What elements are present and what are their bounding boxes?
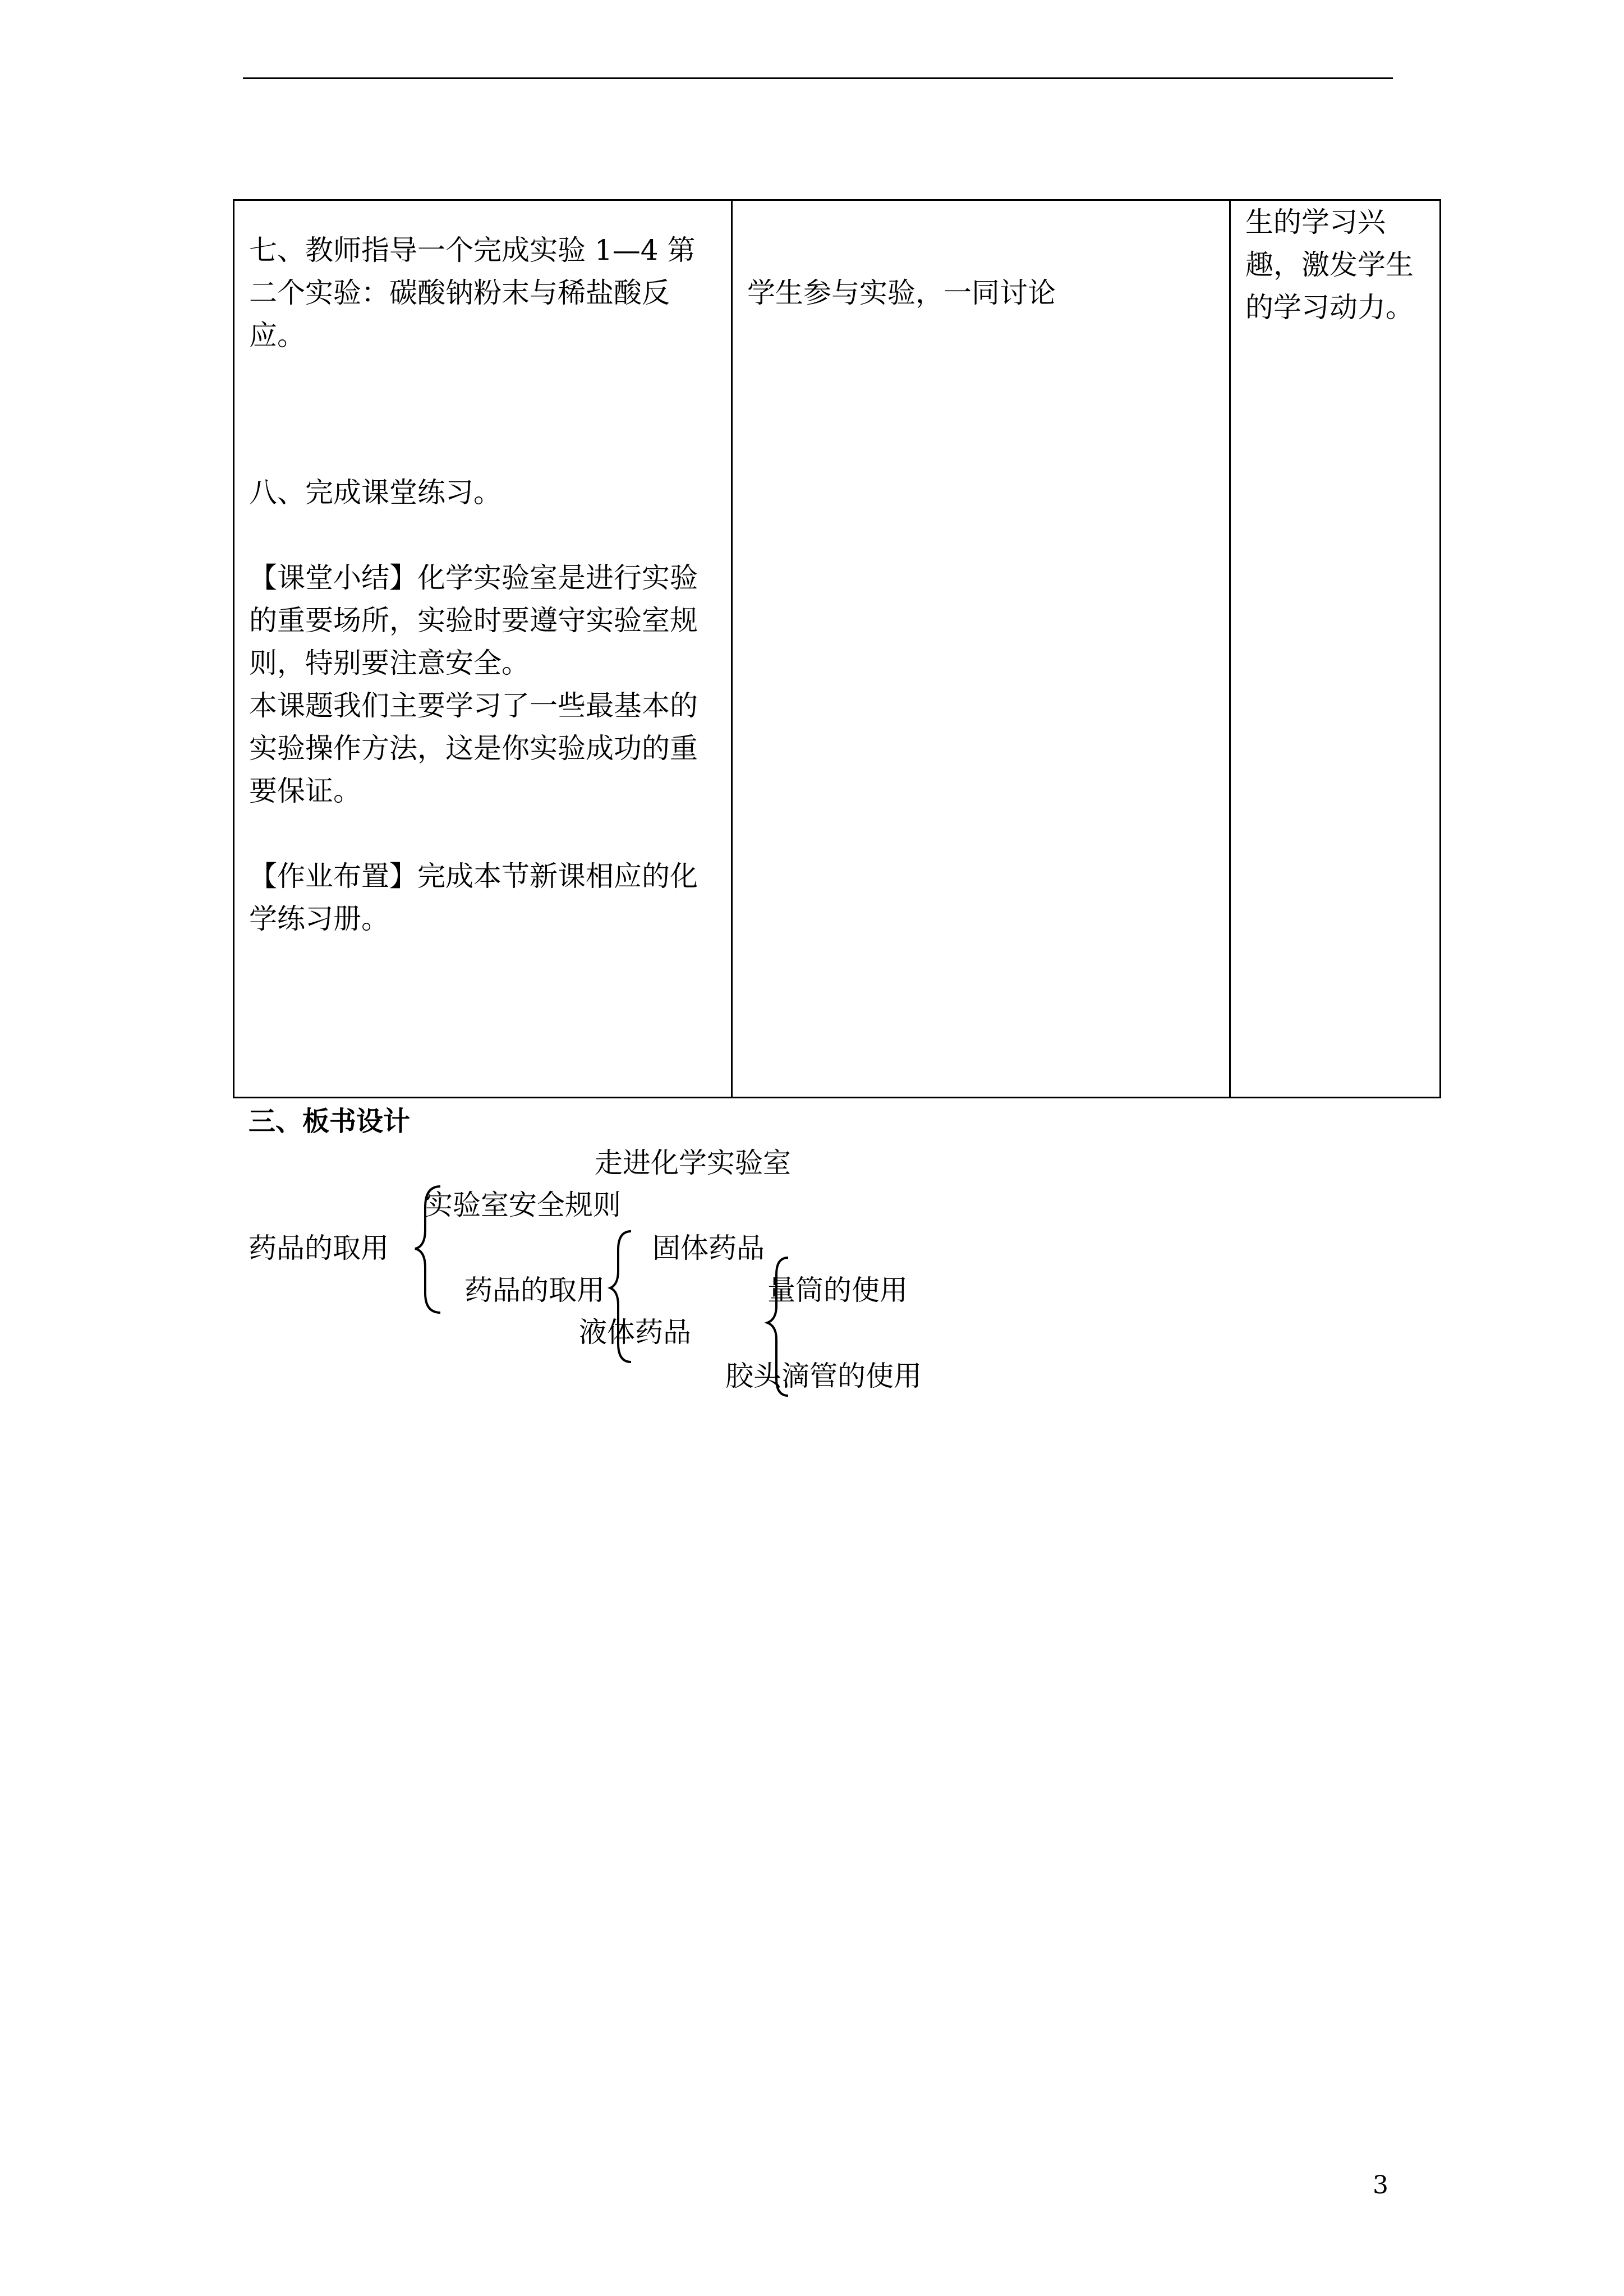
student-activity: 学生参与实验，一同讨论 <box>747 277 1056 309</box>
homework: 【作业布置】完成本节新课相应的化学练习册。 <box>249 860 698 935</box>
board-root-label: 药品的取用 <box>249 1232 389 1264</box>
board-branch-rules: 实验室安全规则 <box>425 1189 621 1221</box>
brace-root <box>415 1186 440 1313</box>
section-title: 三、板书设计 <box>249 1106 411 1137</box>
lesson-summary-continued: 本课题我们主要学习了一些最基本的实验操作方法，这是你实验成功的重要保证。 <box>249 689 698 807</box>
page-number: 3 <box>1373 2171 1388 2200</box>
board-cylinder-use: 量筒的使用 <box>767 1274 908 1306</box>
board-branch-taking: 药品的取用 <box>464 1274 605 1306</box>
board-solid-drugs: 固体药品 <box>652 1232 765 1264</box>
design-intent: 生的学习兴趣，激发学生的学习动力。 <box>1245 206 1414 324</box>
board-dropper-use: 胶头滴管的使用 <box>725 1360 922 1392</box>
brace-liquid <box>767 1258 788 1396</box>
board-main-title: 走进化学实验室 <box>595 1147 791 1179</box>
step-eight: 八、完成课堂练习。 <box>249 476 502 509</box>
lesson-summary: 【课堂小结】化学实验室是进行实验的重要场所，实验时要遵守实验室规则，特别要注意安全。 <box>249 562 698 679</box>
board-liquid-drugs: 液体药品 <box>579 1316 691 1349</box>
step-seven: 七、教师指导一个完成实验 1—4 第二个实验：碳酸钠粉末与稀盐酸反应。 <box>249 234 696 352</box>
brace-taking <box>610 1231 631 1362</box>
